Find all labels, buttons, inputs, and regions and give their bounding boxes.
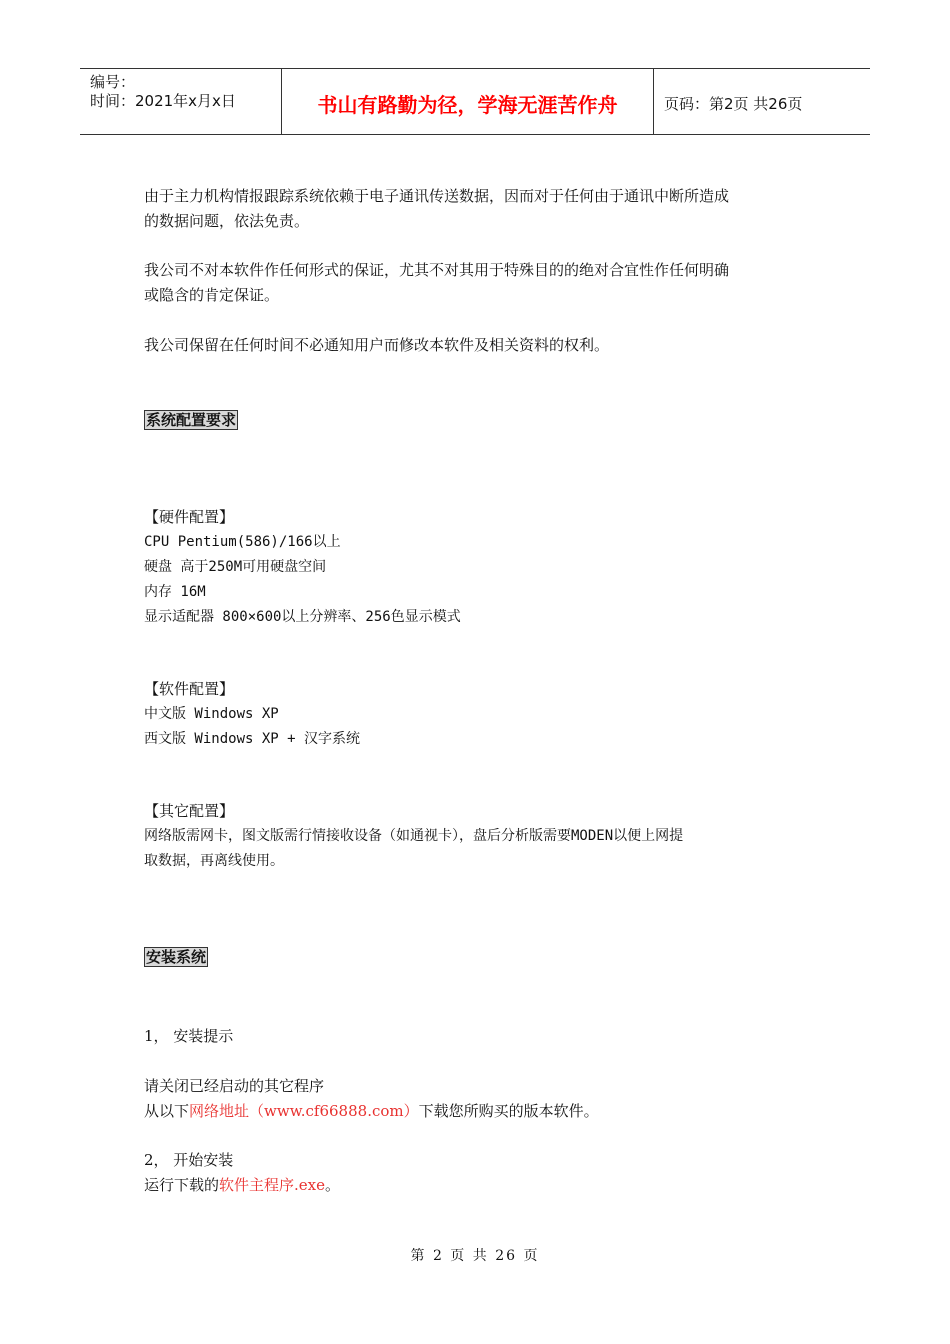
header-meta (80, 69, 282, 134)
install-step-title: 2， 开始安装 (144, 1151, 234, 1169)
header-page-info: 页码：第2页 共26页 (664, 95, 803, 113)
hardware-title: 【硬件配置】 (144, 508, 235, 526)
text-prefix: 从以下 (144, 1102, 190, 1120)
page-header (80, 68, 870, 135)
other-line: 取数据，再离线使用。 (144, 853, 284, 869)
download-link[interactable]: 网络地址（www.cf66888.com） (189, 1102, 419, 1120)
other-title: 【其它配置】 (144, 802, 235, 820)
hardware-line: 显示适配器 800×600以上分辨率、256色显示模式 (144, 609, 461, 625)
software-title: 【软件配置】 (144, 680, 235, 698)
paragraph-line: 我公司保留在任何时间不必通知用户而修改本软件及相关资料的权利。 (144, 336, 610, 354)
section-heading-system-config: 系统配置要求 (146, 411, 237, 429)
document-body (144, 184, 824, 1198)
hardware-line: 硬盘 高于250M可用硬盘空间 (144, 559, 327, 575)
hardware-line: 内存 16M (144, 584, 206, 600)
document-date: 时间：2021年x月x日 (90, 92, 236, 110)
paragraph-line: 或隐含的肯定保证。 (144, 286, 280, 304)
paragraph-line: 由于主力机构情报跟踪系统依赖于电子通讯传送数据，因而对于任何由于通讯中断所造成 (144, 187, 730, 205)
other-line: 网络版需网卡，图文版需行情接收设备（如通视卡），盘后分析版需要MODEN以便上网提 (144, 828, 684, 844)
software-line: 西文版 Windows XP + 汉字系统 (144, 731, 361, 747)
header-motto: 书山有路勤为径，学海无涯苦作舟 (282, 69, 654, 134)
hardware-line: CPU Pentium(586)/166以上 (144, 534, 341, 550)
section-heading-install: 安装系统 (146, 948, 207, 966)
install-line (144, 1173, 824, 1198)
text-suffix: 下载您所购买的版本软件。 (418, 1102, 599, 1120)
software-line: 中文版 Windows XP (144, 706, 279, 722)
install-line: 请关闭已经启动的其它程序 (144, 1077, 325, 1095)
paragraph-line: 我公司不对本软件作任何形式的保证，尤其不对其用于特殊目的的绝对合宜性作任何明确 (144, 261, 730, 279)
page-footer: 第 2 页 共 26 页 (410, 1248, 540, 1264)
installer-link[interactable]: 软件主程序.exe (219, 1176, 325, 1194)
install-step-title: 1， 安装提示 (144, 1027, 234, 1045)
paragraph-line: 的数据问题，依法免责。 (144, 212, 310, 230)
install-line (144, 1099, 824, 1124)
text-prefix: 运行下载的 (144, 1176, 220, 1194)
document-number-label: 编号： (90, 73, 136, 91)
text-suffix: 。 (325, 1176, 341, 1194)
